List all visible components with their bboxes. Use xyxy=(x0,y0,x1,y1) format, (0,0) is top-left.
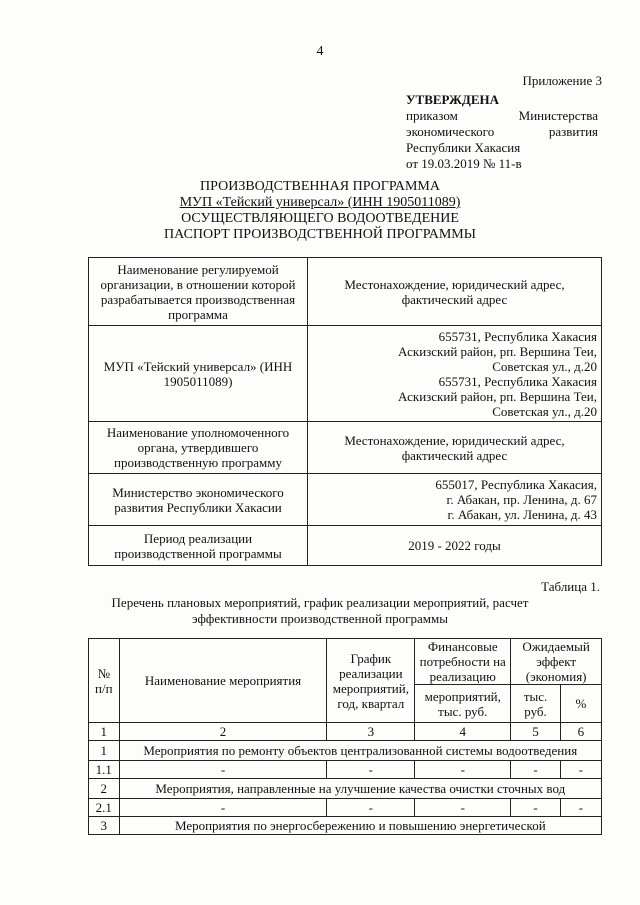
column-number: 2 xyxy=(119,723,327,741)
address-line: г. Абакан, пр. Ленина, д. 67 xyxy=(446,492,597,507)
header-cell: Наименование мероприятия xyxy=(119,639,327,723)
table-cell: Местонахождение, юридический адрес, фактический адрес xyxy=(308,258,602,326)
column-number: 5 xyxy=(511,723,561,741)
column-number-row xyxy=(89,723,602,741)
table-cell: - xyxy=(511,761,561,779)
table-cell xyxy=(308,474,602,526)
row-number: 2.1 xyxy=(89,799,120,817)
table-cell: Наименование регулируемой организации, в отношении которой разрабатывается производственная программа xyxy=(89,258,308,326)
table-cell: - xyxy=(327,799,415,817)
header-cell: Финансовые потребности на реализацию xyxy=(415,639,511,685)
header-cell: мероприятий, тыс. руб. xyxy=(415,685,511,723)
table-cell: Местонахождение, юридический адрес, фактический адрес xyxy=(308,422,602,474)
section-cell: Мероприятия по ремонту объектов централизованной системы водоотведения xyxy=(119,741,601,761)
header-cell: № п/п xyxy=(89,639,120,723)
approval-heading: УТВЕРЖДЕНА xyxy=(406,92,500,107)
row-number: 2 xyxy=(89,779,120,799)
approval-line: Республики Хакасия xyxy=(406,140,521,155)
title-line: ОСУЩЕСТВЛЯЮЩЕГО ВОДООТВЕДЕНИЕ xyxy=(181,211,459,226)
table-cell: - xyxy=(415,799,511,817)
address-line: 655731, Республика Хакасия xyxy=(438,328,597,344)
table-cell: - xyxy=(415,761,511,779)
address-line: Аскизский район, рп. Вершина Теи, xyxy=(398,388,597,404)
column-number: 3 xyxy=(327,723,415,741)
address-line: Советская ул., д.20 xyxy=(492,358,597,374)
table-row xyxy=(89,258,602,326)
page-number: 4 xyxy=(316,44,324,59)
table-row xyxy=(89,761,602,779)
approval-block xyxy=(406,92,598,172)
table-cell: МУП «Тейский универсал» (ИНН 1905011089) xyxy=(89,326,308,422)
table-title-line: Перечень плановых мероприятий, график реализации мероприятий, расчет xyxy=(111,595,529,610)
title-line: МУП «Тейский универсал» (ИНН 1905011089) xyxy=(179,195,461,210)
column-number: 1 xyxy=(89,723,120,741)
table-cell: Наименование уполномоченного органа, утвердившего производственную программу xyxy=(89,422,308,474)
row-number: 3 xyxy=(89,817,120,835)
row-number: 1.1 xyxy=(89,761,120,779)
address-line: 655017, Республика Хакасия, xyxy=(435,477,597,492)
table-row xyxy=(89,799,602,817)
table-caption: Таблица 1. xyxy=(541,579,600,594)
events-table xyxy=(88,638,602,835)
title-line: ПРОИЗВОДСТВЕННАЯ ПРОГРАММА xyxy=(200,179,440,194)
header-cell: Ожидаемый эффект (экономия) xyxy=(511,639,602,685)
title-line: ПАСПОРТ ПРОИЗВОДСТВЕННОЙ ПРОГРАММЫ xyxy=(164,227,476,242)
table-title-line: эффективности производственной программы xyxy=(192,611,448,626)
table-title xyxy=(0,595,640,627)
column-number: 4 xyxy=(415,723,511,741)
approval-line: приказом Министерства xyxy=(406,108,598,123)
address-line: Аскизский район, рп. Вершина Теи, xyxy=(398,343,597,359)
column-number: 6 xyxy=(560,723,601,741)
passport-table xyxy=(88,257,602,566)
table-cell: - xyxy=(119,799,327,817)
table-cell: - xyxy=(511,799,561,817)
table-cell: Период реализации производственной программы xyxy=(89,526,308,566)
table-row xyxy=(89,474,602,526)
table-cell: Министерство экономического развития Республики Хакасии xyxy=(89,474,308,526)
table-row xyxy=(89,741,602,761)
table-cell: - xyxy=(560,761,601,779)
table-cell: - xyxy=(560,799,601,817)
address-line: г. Абакан, ул. Ленина, д. 43 xyxy=(447,507,597,522)
document-title xyxy=(0,179,640,243)
approval-line: от 19.03.2019 № 11-в xyxy=(406,156,522,171)
table-row xyxy=(89,422,602,474)
table-row xyxy=(89,817,602,835)
table-cell: - xyxy=(327,761,415,779)
header-cell: График реализации мероприятий, год, квартал xyxy=(327,639,415,723)
header-cell: % xyxy=(560,685,601,723)
approval-line: экономического развития xyxy=(406,124,598,139)
table-header-row xyxy=(89,639,602,685)
table-cell: 2019 - 2022 годы xyxy=(308,526,602,566)
row-number: 1 xyxy=(89,741,120,761)
table-row xyxy=(89,326,602,422)
appendix-label: Приложение 3 xyxy=(522,73,602,88)
section-cell: Мероприятия, направленные на улучшение качества очистки сточных вод xyxy=(119,779,601,799)
table-row xyxy=(89,526,602,566)
table-row xyxy=(89,779,602,799)
address-line: 655731, Республика Хакасия xyxy=(438,373,597,389)
section-cell: Мероприятия по энергосбережению и повышению энергетической xyxy=(119,817,601,835)
header-cell: тыс. руб. xyxy=(511,685,561,723)
address-line: Советская ул., д.20 xyxy=(492,403,597,419)
table-cell xyxy=(308,326,602,422)
table-cell: - xyxy=(119,761,327,779)
